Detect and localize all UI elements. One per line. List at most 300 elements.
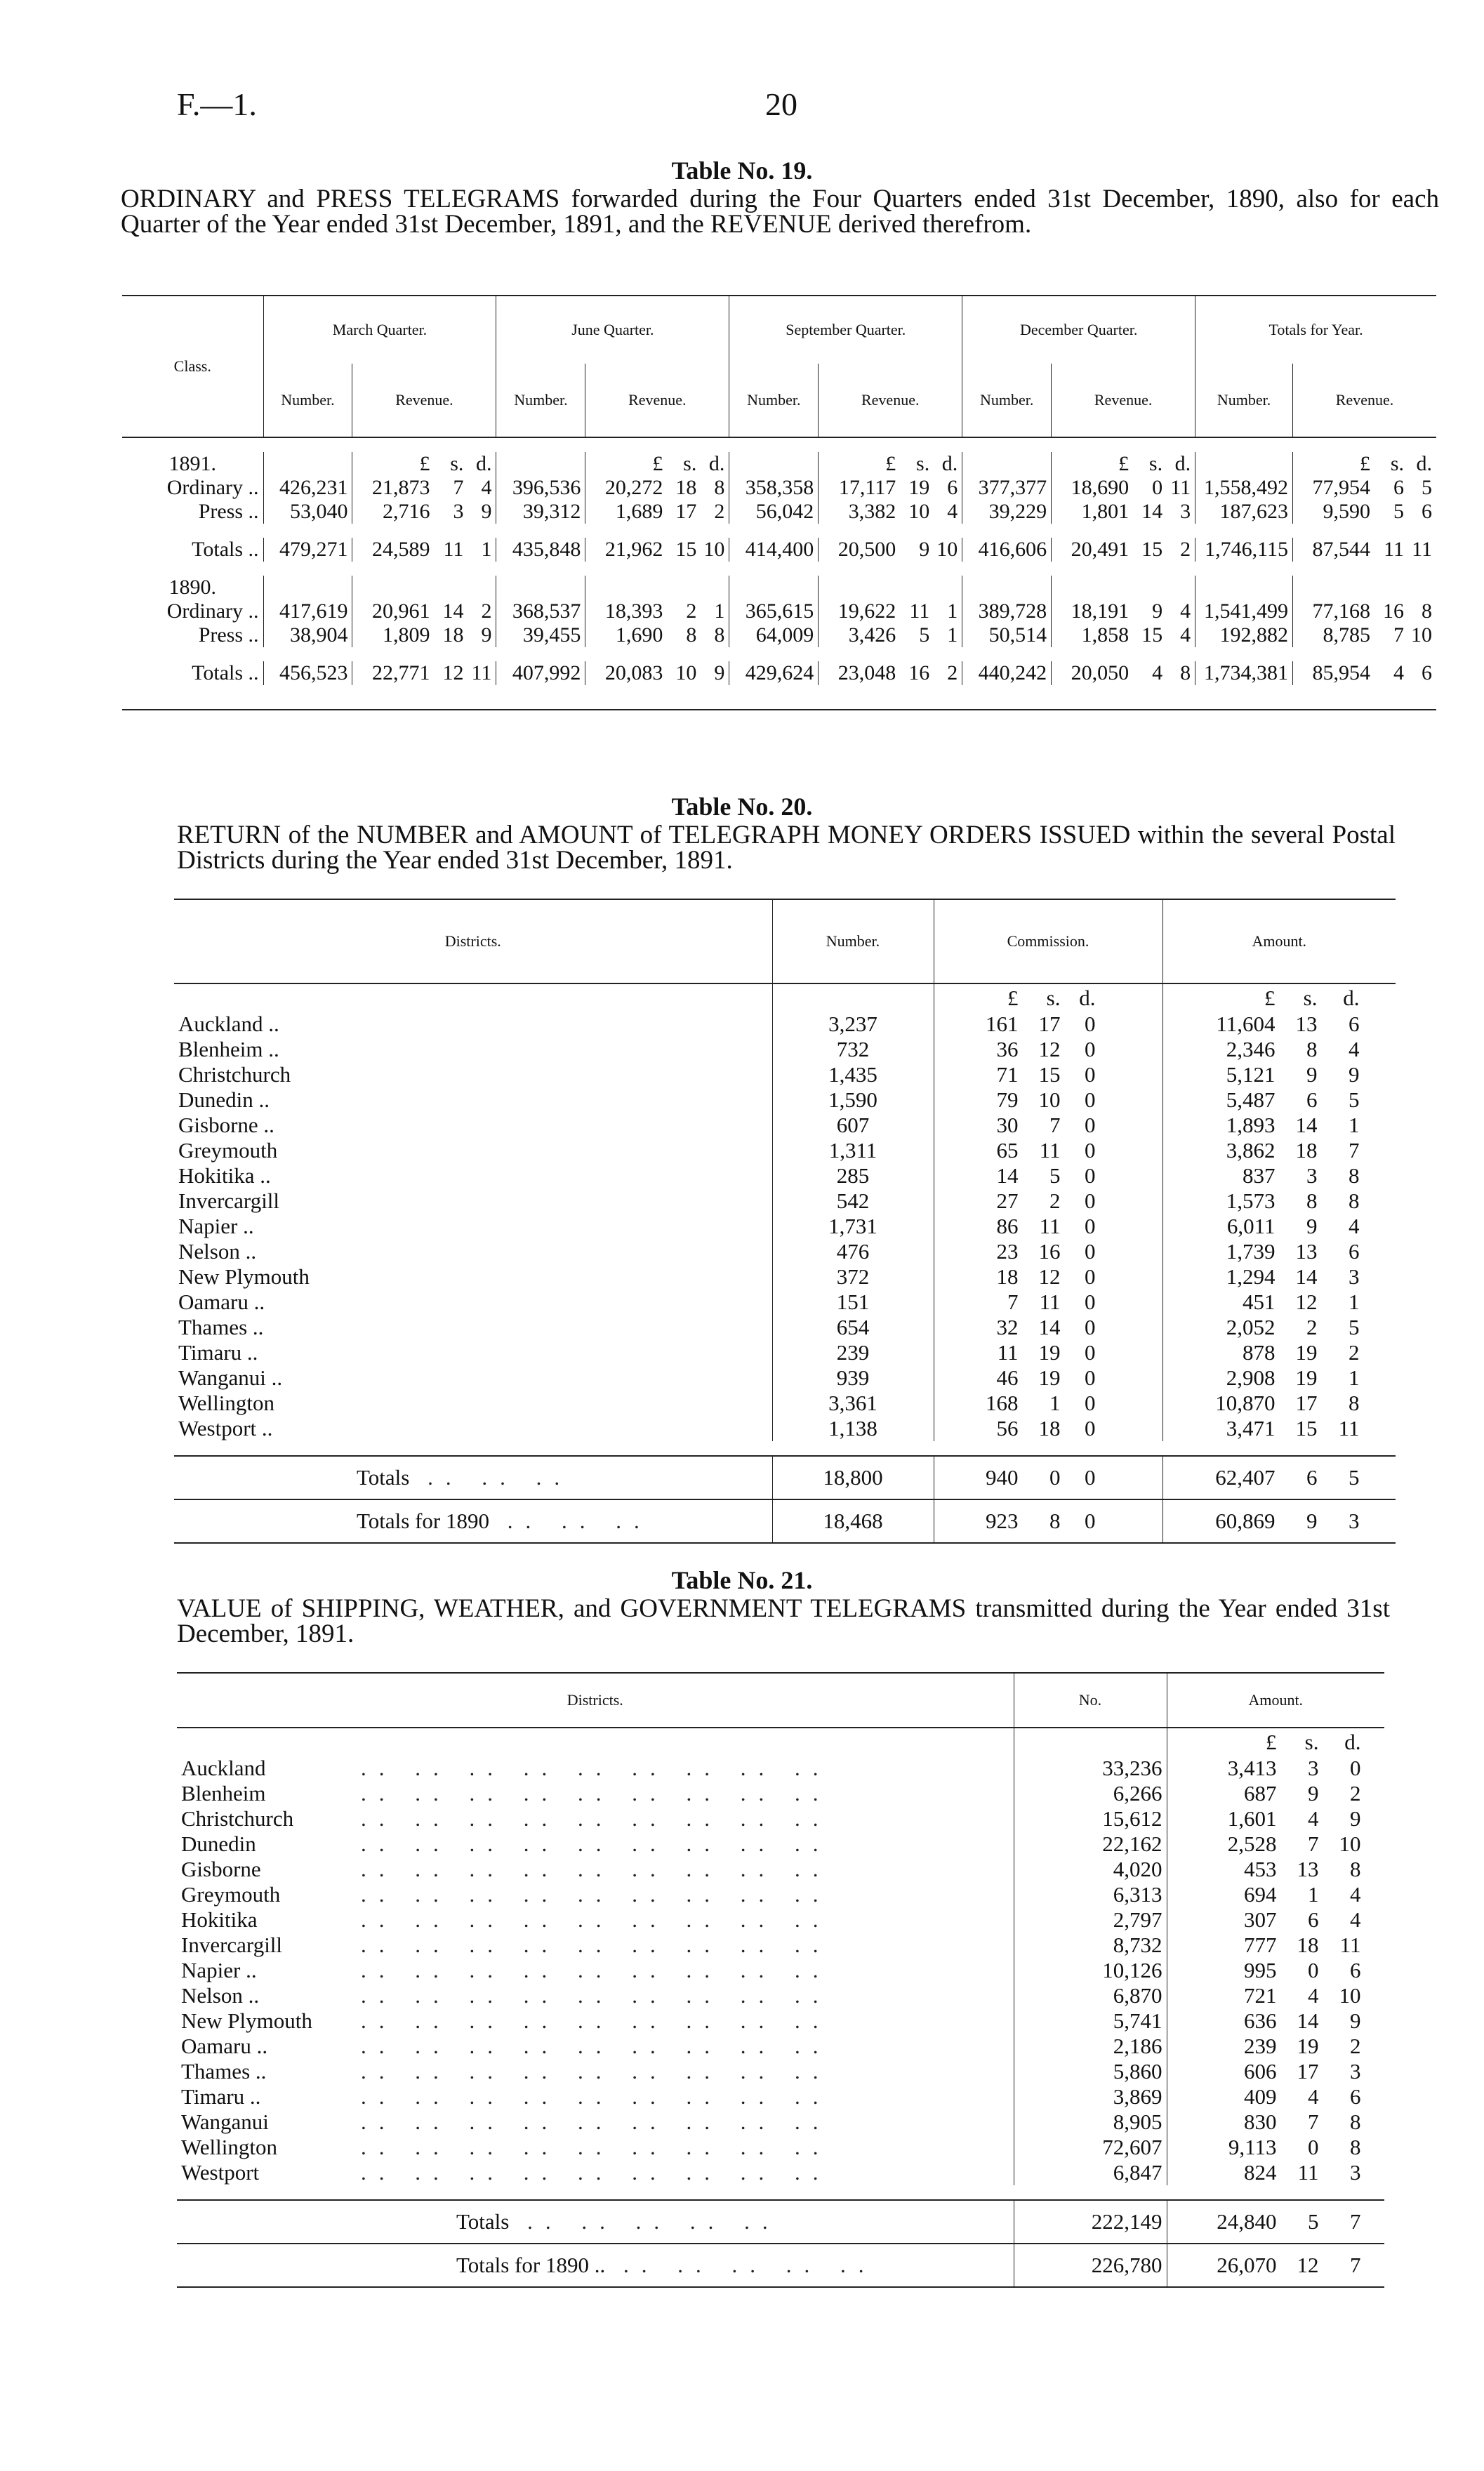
revenue-cell bbox=[1052, 623, 1195, 647]
shillings: 18 bbox=[1295, 1138, 1318, 1162]
number-cell: 1,541,499 bbox=[1195, 599, 1293, 623]
pence: 11 bbox=[1339, 1933, 1361, 1957]
shillings: 4 bbox=[1308, 1806, 1319, 1831]
shillings: 19 bbox=[1295, 1340, 1318, 1365]
shillings: 0 bbox=[1152, 476, 1163, 499]
shillings: 18 bbox=[1297, 1933, 1319, 1957]
pounds: 18,191 bbox=[1071, 599, 1129, 623]
number-cell: 50,514 bbox=[962, 623, 1052, 647]
shillings: 17 bbox=[1295, 1391, 1318, 1415]
pence: 3 bbox=[1349, 1264, 1360, 1289]
pounds: 60,869 bbox=[1215, 1509, 1276, 1533]
pounds: 85,954 bbox=[1312, 661, 1370, 684]
commission-cell bbox=[934, 1416, 1162, 1441]
pence: 1 bbox=[1349, 1290, 1360, 1314]
pence: 6 bbox=[947, 476, 958, 499]
pence: 0 bbox=[1085, 1188, 1096, 1213]
lsd-header bbox=[934, 983, 1162, 1012]
shillings: 19 bbox=[1038, 1340, 1061, 1365]
district-label: Auckland .. bbox=[178, 1012, 279, 1036]
lsd-label: s. bbox=[1304, 1729, 1319, 1754]
row-label: Ordinary .. bbox=[166, 599, 259, 623]
quarter-header: December Quarter. bbox=[962, 296, 1195, 364]
commission-cell bbox=[934, 1138, 1162, 1163]
commission-cell bbox=[934, 1037, 1162, 1062]
pounds: 79 bbox=[996, 1087, 1019, 1112]
leader-dots: .. .. .. .. .. .. .. .. .. bbox=[361, 1831, 831, 1856]
row-label: Press .. bbox=[198, 623, 259, 647]
amount-cell bbox=[1167, 1933, 1384, 1958]
lsd-label: £ bbox=[885, 452, 896, 475]
revenue-cell bbox=[352, 623, 496, 647]
amount-cell bbox=[1167, 2034, 1384, 2059]
pounds: 2,528 bbox=[1227, 1831, 1277, 1856]
amount-cell bbox=[1167, 2059, 1384, 2084]
district-label: Greymouth bbox=[181, 1882, 281, 1907]
shillings: 4 bbox=[1152, 661, 1163, 684]
pence: 0 bbox=[1085, 1163, 1096, 1188]
pounds: 1,690 bbox=[615, 623, 663, 647]
district-name bbox=[177, 1983, 1014, 2008]
district-label: New Plymouth bbox=[178, 1264, 310, 1289]
number-cell: 1,138 bbox=[772, 1416, 934, 1441]
lsd-label: s. bbox=[1303, 985, 1318, 1010]
leader-dots: .. .. .. bbox=[489, 1509, 652, 1533]
district-name bbox=[177, 1933, 1014, 1958]
shillings: 5 bbox=[1049, 1163, 1061, 1188]
leader-dots: .. .. .. .. .. .. .. .. .. bbox=[361, 2084, 831, 2109]
pence: 7 bbox=[1349, 1138, 1360, 1162]
pence: 4 bbox=[947, 500, 958, 523]
revenue-header: Revenue. bbox=[352, 364, 496, 437]
district-label: Thames .. bbox=[181, 2059, 267, 2084]
pence: 2 bbox=[947, 661, 958, 684]
district-name bbox=[174, 1290, 772, 1315]
pounds: 606 bbox=[1244, 2059, 1277, 2084]
pounds: 2,346 bbox=[1226, 1037, 1276, 1061]
district-label: Oamaru .. bbox=[178, 1290, 265, 1314]
pounds: 168 bbox=[986, 1391, 1019, 1415]
leader-dots: .. .. .. bbox=[409, 1465, 573, 1490]
leader-dots: .. .. .. .. .. .. .. .. .. bbox=[361, 2008, 831, 2033]
district-name bbox=[174, 1264, 772, 1290]
district-name bbox=[177, 2034, 1014, 2059]
commission-cell bbox=[934, 1340, 1162, 1365]
pounds: 87,544 bbox=[1312, 538, 1370, 561]
pounds: 923 bbox=[986, 1509, 1019, 1533]
number-cell: 2,797 bbox=[1014, 1907, 1167, 1933]
pounds: 62,407 bbox=[1215, 1465, 1276, 1490]
number-cell: 15,612 bbox=[1014, 1806, 1167, 1831]
pounds: 18,690 bbox=[1071, 476, 1129, 499]
lsd-label: d. bbox=[1416, 452, 1432, 475]
amount-cell bbox=[1167, 1831, 1384, 1857]
pounds: 1,739 bbox=[1226, 1239, 1276, 1264]
table21-title: Table No. 21. bbox=[671, 1566, 813, 1594]
amount-cell bbox=[1162, 1290, 1396, 1315]
quarter-header: March Quarter. bbox=[263, 296, 496, 364]
shillings: 6 bbox=[1308, 1907, 1319, 1932]
spacer bbox=[122, 647, 1436, 661]
amount-cell bbox=[1167, 2244, 1384, 2287]
blank bbox=[177, 1728, 1014, 1756]
number-cell: 440,242 bbox=[962, 661, 1052, 685]
blank bbox=[1014, 1728, 1167, 1756]
district-label: Oamaru .. bbox=[181, 2034, 268, 2058]
pounds: 11 bbox=[997, 1340, 1019, 1365]
number-cell: 429,624 bbox=[729, 661, 819, 685]
shillings: 13 bbox=[1295, 1012, 1318, 1036]
pence: 8 bbox=[1350, 2135, 1361, 2159]
district-name bbox=[174, 1062, 772, 1087]
pence: 4 bbox=[1350, 1907, 1361, 1932]
district-label: Napier .. bbox=[181, 1958, 257, 1982]
number-cell: 435,848 bbox=[496, 538, 585, 562]
lsd-label: s. bbox=[1046, 985, 1061, 1010]
district-name bbox=[174, 1340, 772, 1365]
number-cell: 939 bbox=[772, 1365, 934, 1391]
revenue-cell bbox=[352, 476, 496, 500]
shillings: 4 bbox=[1393, 661, 1404, 684]
leader-dots: .. .. .. .. .. bbox=[509, 2209, 781, 2234]
pence: 4 bbox=[1349, 1037, 1360, 1061]
shillings: 11 bbox=[443, 538, 464, 561]
leader-dots: .. .. .. .. .. .. .. .. .. bbox=[361, 1983, 831, 2008]
pounds: 23 bbox=[996, 1239, 1019, 1264]
shillings: 7 bbox=[1393, 623, 1404, 647]
pence: 0 bbox=[1085, 1315, 1096, 1339]
shillings: 6 bbox=[1306, 1465, 1318, 1490]
pounds: 86 bbox=[996, 1214, 1019, 1238]
pounds: 824 bbox=[1244, 2160, 1277, 2185]
pounds: 1,573 bbox=[1226, 1188, 1276, 1213]
blank bbox=[263, 576, 352, 599]
number-cell: 187,623 bbox=[1195, 500, 1293, 524]
pence: 2 bbox=[1180, 538, 1191, 561]
shillings: 15 bbox=[1141, 623, 1163, 647]
district-name bbox=[177, 2160, 1014, 2185]
shillings: 5 bbox=[919, 623, 930, 647]
revenue-cell bbox=[1052, 476, 1195, 500]
pounds: 8,785 bbox=[1323, 623, 1370, 647]
pounds: 9,590 bbox=[1323, 500, 1370, 523]
revenue-cell bbox=[1052, 538, 1195, 562]
number-cell: 476 bbox=[772, 1239, 934, 1264]
lsd-label: £ bbox=[1266, 1729, 1277, 1754]
lsd-header bbox=[1052, 576, 1195, 599]
leader-dots: .. .. .. .. .. .. .. .. .. bbox=[361, 2034, 831, 2058]
pence: 1 bbox=[947, 599, 958, 623]
number-cell: 1,590 bbox=[772, 1087, 934, 1113]
amount-cell bbox=[1162, 1163, 1396, 1188]
revenue-cell bbox=[819, 599, 962, 623]
amount-cell bbox=[1162, 1113, 1396, 1138]
shillings: 14 bbox=[442, 599, 464, 623]
district-label: Westport bbox=[181, 2160, 260, 2185]
shillings: 9 bbox=[1308, 1781, 1319, 1806]
pounds: 71 bbox=[996, 1062, 1019, 1087]
number-cell: 8,905 bbox=[1014, 2109, 1167, 2135]
number-cell: 192,882 bbox=[1195, 623, 1293, 647]
shillings: 6 bbox=[1393, 476, 1404, 499]
lsd-label: d. bbox=[475, 452, 492, 475]
pence: 1 bbox=[1349, 1365, 1360, 1390]
pounds: 2,908 bbox=[1226, 1365, 1276, 1390]
amount-cell bbox=[1162, 1012, 1396, 1037]
pence: 8 bbox=[714, 623, 725, 647]
pounds: 1,858 bbox=[1081, 623, 1129, 647]
shillings: 3 bbox=[1306, 1163, 1318, 1188]
leader-dots: .. .. .. .. .. .. .. .. .. bbox=[361, 2135, 831, 2159]
shillings: 11 bbox=[1297, 2160, 1319, 2185]
pounds: 36 bbox=[996, 1037, 1019, 1061]
revenue-cell bbox=[1292, 599, 1436, 623]
lsd-header bbox=[352, 452, 496, 476]
spacer bbox=[174, 1441, 1396, 1456]
shillings: 19 bbox=[1038, 1365, 1061, 1390]
revenue-cell bbox=[1052, 661, 1195, 685]
lsd-label: d. bbox=[1174, 452, 1191, 475]
revenue-cell bbox=[352, 661, 496, 685]
pounds: 9,113 bbox=[1228, 2135, 1277, 2159]
number-cell: 732 bbox=[772, 1037, 934, 1062]
pence: 1 bbox=[481, 538, 492, 561]
lsd-label: d. bbox=[1344, 1729, 1361, 1754]
pounds: 837 bbox=[1243, 1163, 1276, 1188]
pounds: 2,716 bbox=[382, 500, 430, 523]
blank bbox=[729, 452, 819, 476]
pence: 0 bbox=[1085, 1087, 1096, 1112]
district-name bbox=[174, 1087, 772, 1113]
number-cell: 542 bbox=[772, 1188, 934, 1214]
amount-cell bbox=[1162, 1315, 1396, 1340]
row-label: Press .. bbox=[198, 500, 259, 523]
number-cell: 6,870 bbox=[1014, 1983, 1167, 2008]
pence: 10 bbox=[1411, 623, 1432, 647]
amount-cell bbox=[1167, 1781, 1384, 1806]
commission-cell bbox=[934, 1087, 1162, 1113]
amount-cell bbox=[1162, 1365, 1396, 1391]
district-name bbox=[174, 1113, 772, 1138]
totals-label bbox=[174, 1499, 772, 1543]
pence: 6 bbox=[1422, 500, 1432, 523]
districts-header: Districts. bbox=[567, 1691, 623, 1709]
pounds: 24,840 bbox=[1217, 2209, 1277, 2234]
shillings: 12 bbox=[1297, 2253, 1319, 2277]
pounds: 687 bbox=[1244, 1781, 1277, 1806]
blank bbox=[1195, 576, 1293, 599]
revenue-header: Revenue. bbox=[1052, 364, 1195, 437]
pounds: 777 bbox=[1244, 1933, 1277, 1957]
lsd-header bbox=[819, 576, 962, 599]
shillings: 16 bbox=[1038, 1239, 1061, 1264]
pence: 1 bbox=[947, 623, 958, 647]
number-cell: 5,741 bbox=[1014, 2008, 1167, 2034]
shillings: 7 bbox=[1308, 2109, 1319, 2134]
number-cell: 417,619 bbox=[263, 599, 352, 623]
pence: 10 bbox=[703, 538, 725, 561]
district-label: Blenheim bbox=[181, 1781, 266, 1806]
amount-cell bbox=[1162, 1416, 1396, 1441]
number-header: Number. bbox=[263, 364, 352, 437]
district-label: Wanganui .. bbox=[178, 1365, 283, 1390]
revenue-cell bbox=[585, 538, 729, 562]
number-cell: 239 bbox=[772, 1340, 934, 1365]
pounds: 18,393 bbox=[604, 599, 663, 623]
leader-dots: .. .. .. .. .. .. .. .. .. bbox=[361, 1806, 831, 1831]
pence: 0 bbox=[1085, 1290, 1096, 1314]
pence: 9 bbox=[714, 661, 725, 684]
pounds: 1,809 bbox=[382, 623, 430, 647]
revenue-cell bbox=[585, 500, 729, 524]
pounds: 239 bbox=[1244, 2034, 1277, 2058]
pounds: 22,771 bbox=[371, 661, 430, 684]
lsd-label: s. bbox=[450, 452, 464, 475]
pence: 2 bbox=[1350, 1781, 1361, 1806]
pence: 3 bbox=[1350, 2160, 1361, 2185]
pounds: 77,168 bbox=[1312, 599, 1370, 623]
pence: 7 bbox=[1350, 2209, 1361, 2234]
amount-cell bbox=[1167, 2008, 1384, 2034]
shillings: 3 bbox=[1308, 1756, 1319, 1780]
leader-dots: .. .. .. .. .. .. .. .. .. bbox=[361, 1907, 831, 1932]
number-cell: 2,186 bbox=[1014, 2034, 1167, 2059]
number-cell: 4,020 bbox=[1014, 1857, 1167, 1882]
commission-cell bbox=[934, 1264, 1162, 1290]
number-cell: 1,558,492 bbox=[1195, 476, 1293, 500]
shillings: 11 bbox=[1039, 1290, 1061, 1314]
amount-cell bbox=[1167, 1806, 1384, 1831]
pence: 0 bbox=[1085, 1391, 1096, 1415]
amount-header: Amount. bbox=[1162, 899, 1396, 983]
commission-cell bbox=[934, 1062, 1162, 1087]
pounds: 5,487 bbox=[1226, 1087, 1276, 1112]
pence: 5 bbox=[1349, 1087, 1360, 1112]
pounds: 23,048 bbox=[837, 661, 896, 684]
table20-title: Table No. 20. bbox=[671, 793, 813, 821]
number-cell: 396,536 bbox=[496, 476, 585, 500]
district-label: Dunedin .. bbox=[178, 1087, 270, 1112]
pence: 0 bbox=[1085, 1365, 1096, 1390]
pounds: 3,382 bbox=[848, 500, 896, 523]
pence: 3 bbox=[1349, 1509, 1360, 1533]
shillings: 3 bbox=[453, 500, 464, 523]
pounds: 1,689 bbox=[615, 500, 663, 523]
number-cell: 226,780 bbox=[1014, 2244, 1167, 2287]
shillings: 12 bbox=[442, 661, 464, 684]
leader-dots: .. .. .. .. .. .. .. .. .. bbox=[361, 1933, 831, 1957]
amount-cell bbox=[1162, 1188, 1396, 1214]
lsd-header bbox=[1167, 1728, 1384, 1756]
district-label: Nelson .. bbox=[178, 1239, 257, 1264]
leader-dots: .. .. .. .. .. .. .. .. .. bbox=[361, 1958, 831, 1982]
district-name bbox=[177, 1907, 1014, 1933]
shillings: 5 bbox=[1393, 500, 1404, 523]
table19-title: Table No. 19. bbox=[671, 157, 813, 185]
revenue-cell bbox=[585, 476, 729, 500]
number-cell: 64,009 bbox=[729, 623, 819, 647]
pence: 1 bbox=[1349, 1113, 1360, 1137]
table21-caption: VALUE of SHIPPING, WEATHER, and GOVERNMENT TELEGRAMS transmitted during the Year ended 31st December, 1891. bbox=[177, 1594, 1390, 1648]
pounds: 24,589 bbox=[371, 538, 430, 561]
commission-cell bbox=[934, 1456, 1162, 1499]
shillings: 8 bbox=[686, 623, 697, 647]
shillings: 9 bbox=[1306, 1214, 1318, 1238]
blank bbox=[772, 983, 934, 1012]
lsd-label: s. bbox=[683, 452, 697, 475]
number-cell: 1,311 bbox=[772, 1138, 934, 1163]
revenue-cell bbox=[819, 476, 962, 500]
pounds: 307 bbox=[1244, 1907, 1277, 1932]
shillings: 19 bbox=[1295, 1365, 1318, 1390]
blank bbox=[496, 576, 585, 599]
pounds: 721 bbox=[1244, 1983, 1277, 2008]
number-cell: 39,312 bbox=[496, 500, 585, 524]
pounds: 5,121 bbox=[1226, 1062, 1276, 1087]
spacer bbox=[122, 437, 1436, 452]
pence: 0 bbox=[1085, 1113, 1096, 1137]
district-label: Hokitika bbox=[181, 1907, 258, 1932]
amount-cell bbox=[1162, 1499, 1396, 1543]
number-cell: 5,860 bbox=[1014, 2059, 1167, 2084]
amount-cell bbox=[1162, 1087, 1396, 1113]
number-cell: 3,869 bbox=[1014, 2084, 1167, 2109]
amount-cell bbox=[1162, 1239, 1396, 1264]
number-header: Number. bbox=[772, 899, 934, 983]
pence: 10 bbox=[1339, 1983, 1361, 2008]
shillings: 7 bbox=[1308, 1831, 1319, 1856]
number-cell: 377,377 bbox=[962, 476, 1052, 500]
district-label: Wanganui bbox=[181, 2109, 269, 2134]
amount-cell bbox=[1162, 1340, 1396, 1365]
pounds: 694 bbox=[1244, 1882, 1277, 1907]
pence: 2 bbox=[1350, 2034, 1361, 2058]
commission-cell bbox=[934, 1290, 1162, 1315]
revenue-cell bbox=[819, 538, 962, 562]
revenue-header: Revenue. bbox=[1292, 364, 1436, 437]
number-cell: 3,237 bbox=[772, 1012, 934, 1037]
district-name bbox=[174, 1391, 772, 1416]
shillings: 17 bbox=[1297, 2059, 1319, 2084]
amount-cell bbox=[1167, 1907, 1384, 1933]
pence: 0 bbox=[1085, 1340, 1096, 1365]
table19 bbox=[122, 295, 1436, 710]
shillings: 12 bbox=[1038, 1264, 1061, 1289]
pounds: 17,117 bbox=[838, 476, 896, 499]
lsd-header bbox=[1292, 576, 1436, 599]
number-header: Number. bbox=[962, 364, 1052, 437]
district-label: New Plymouth bbox=[181, 2008, 312, 2033]
shillings: 11 bbox=[1039, 1138, 1061, 1162]
shillings: 9 bbox=[1152, 599, 1163, 623]
pounds: 451 bbox=[1243, 1290, 1276, 1314]
pounds: 995 bbox=[1244, 1958, 1277, 1982]
pence: 11 bbox=[471, 661, 492, 684]
shillings: 14 bbox=[1295, 1113, 1318, 1137]
pence: 4 bbox=[481, 476, 492, 499]
number-cell: 1,435 bbox=[772, 1062, 934, 1087]
shillings: 16 bbox=[908, 661, 930, 684]
shillings: 11 bbox=[1039, 1214, 1061, 1238]
pence: 9 bbox=[1349, 1062, 1360, 1087]
shillings: 15 bbox=[1295, 1416, 1318, 1440]
pence: 2 bbox=[1349, 1340, 1360, 1365]
pounds: 1,601 bbox=[1227, 1806, 1277, 1831]
pence: 8 bbox=[1349, 1391, 1360, 1415]
pounds: 636 bbox=[1244, 2008, 1277, 2033]
pounds: 878 bbox=[1243, 1340, 1276, 1365]
shillings: 19 bbox=[908, 476, 930, 499]
